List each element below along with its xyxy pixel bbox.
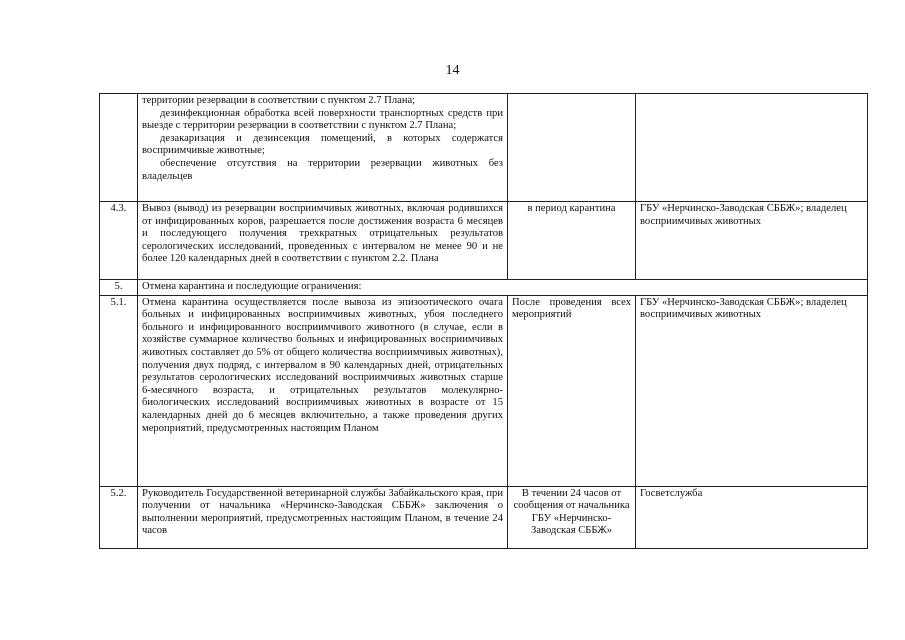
table-row xyxy=(100,94,868,202)
responsible-cell: Госветслужба xyxy=(636,486,868,548)
page-number: 14 xyxy=(445,63,460,78)
item-number: 4.3. xyxy=(100,202,138,280)
table-row xyxy=(100,202,868,280)
action-line: дезакаризация и дезинсекция помещений, в которых содержатся восприимчивые животные; xyxy=(142,132,503,157)
term-cell: В течении 24 часов от сообщения от начальника ГБУ «Нерчинско-Заводская СББЖ» xyxy=(508,486,636,548)
plan-table xyxy=(99,93,868,549)
action-text: Отмена карантина осуществляется после вывоза из эпизоотического очага больных и инфицированных восприимчивых животных, убоя последнего больного и инфицированного восприимчивого животного (в случае, если в хозяйстве суммарное количество больных и инфицированных восприимчивых животных составляет до 5% от общего количества восприимчивых животных), получения двух подряд, с интервалом в 90 календарных дней, отрицательных результатов серологических исследований восприимчивых животных старше 6-месячного возраста, и отрицательных результатов молекулярно-биологических исследований восприимчивых животных в возрасте от 15 календарных дней до 6 месяцев включительно, а также проведения других мероприятий, предусмотренных настоящим Планом xyxy=(142,296,503,434)
action-cell xyxy=(138,486,508,548)
term-cell: После проведения всех мероприятий xyxy=(508,295,636,486)
action-line: дезинфекционная обработка всей поверхности транспортных средств при выезде с территории резервации в соответствии с пунктом 2.7 Плана; xyxy=(142,107,503,132)
section-title: Отмена карантина и последующие ограничения: xyxy=(138,280,868,296)
responsible-cell: ГБУ «Нерчинско-Заводская СББЖ»; владелец восприимчивых животных xyxy=(636,202,868,280)
action-cell xyxy=(138,295,508,486)
responsible-cell: ГБУ «Нерчинско-Заводская СББЖ»; владелец восприимчивых животных xyxy=(636,295,868,486)
action-line: обеспечение отсутствия на территории резервации животных без владельцев xyxy=(142,157,503,182)
action-text: Вывоз (вывод) из резервации восприимчивых животных, включая родившихся от инфицированных коров, разрешается после достижения возраста 6 месяцев и последующего получения трехкратных отрицательных результатов серологических исследований, проведенных с интервалом не менее 90 и не более 120 календарных дней в соответствии с пунктом 2.2. Плана xyxy=(142,203,503,265)
table-row xyxy=(100,280,868,296)
action-cell xyxy=(138,202,508,280)
term-cell xyxy=(508,94,636,202)
item-number: 5.2. xyxy=(100,486,138,548)
action-line: территории резервации в соответствии с пунктом 2.7 Плана; xyxy=(142,95,416,106)
item-number xyxy=(100,94,138,202)
action-text: Руководитель Государственной ветеринарной службы Забайкальского края, при получении от начальника «Нерчинско-Заводская СББЖ» заключения о выполнении мероприятий, предусмотренных настоящим Планом, в течение 24 часов xyxy=(142,487,503,537)
item-number: 5. xyxy=(100,280,138,296)
action-cell xyxy=(138,94,508,202)
table-row xyxy=(100,295,868,486)
responsible-cell xyxy=(636,94,868,202)
term-cell: в период карантина xyxy=(508,202,636,280)
table-row xyxy=(100,486,868,548)
item-number: 5.1. xyxy=(100,295,138,486)
